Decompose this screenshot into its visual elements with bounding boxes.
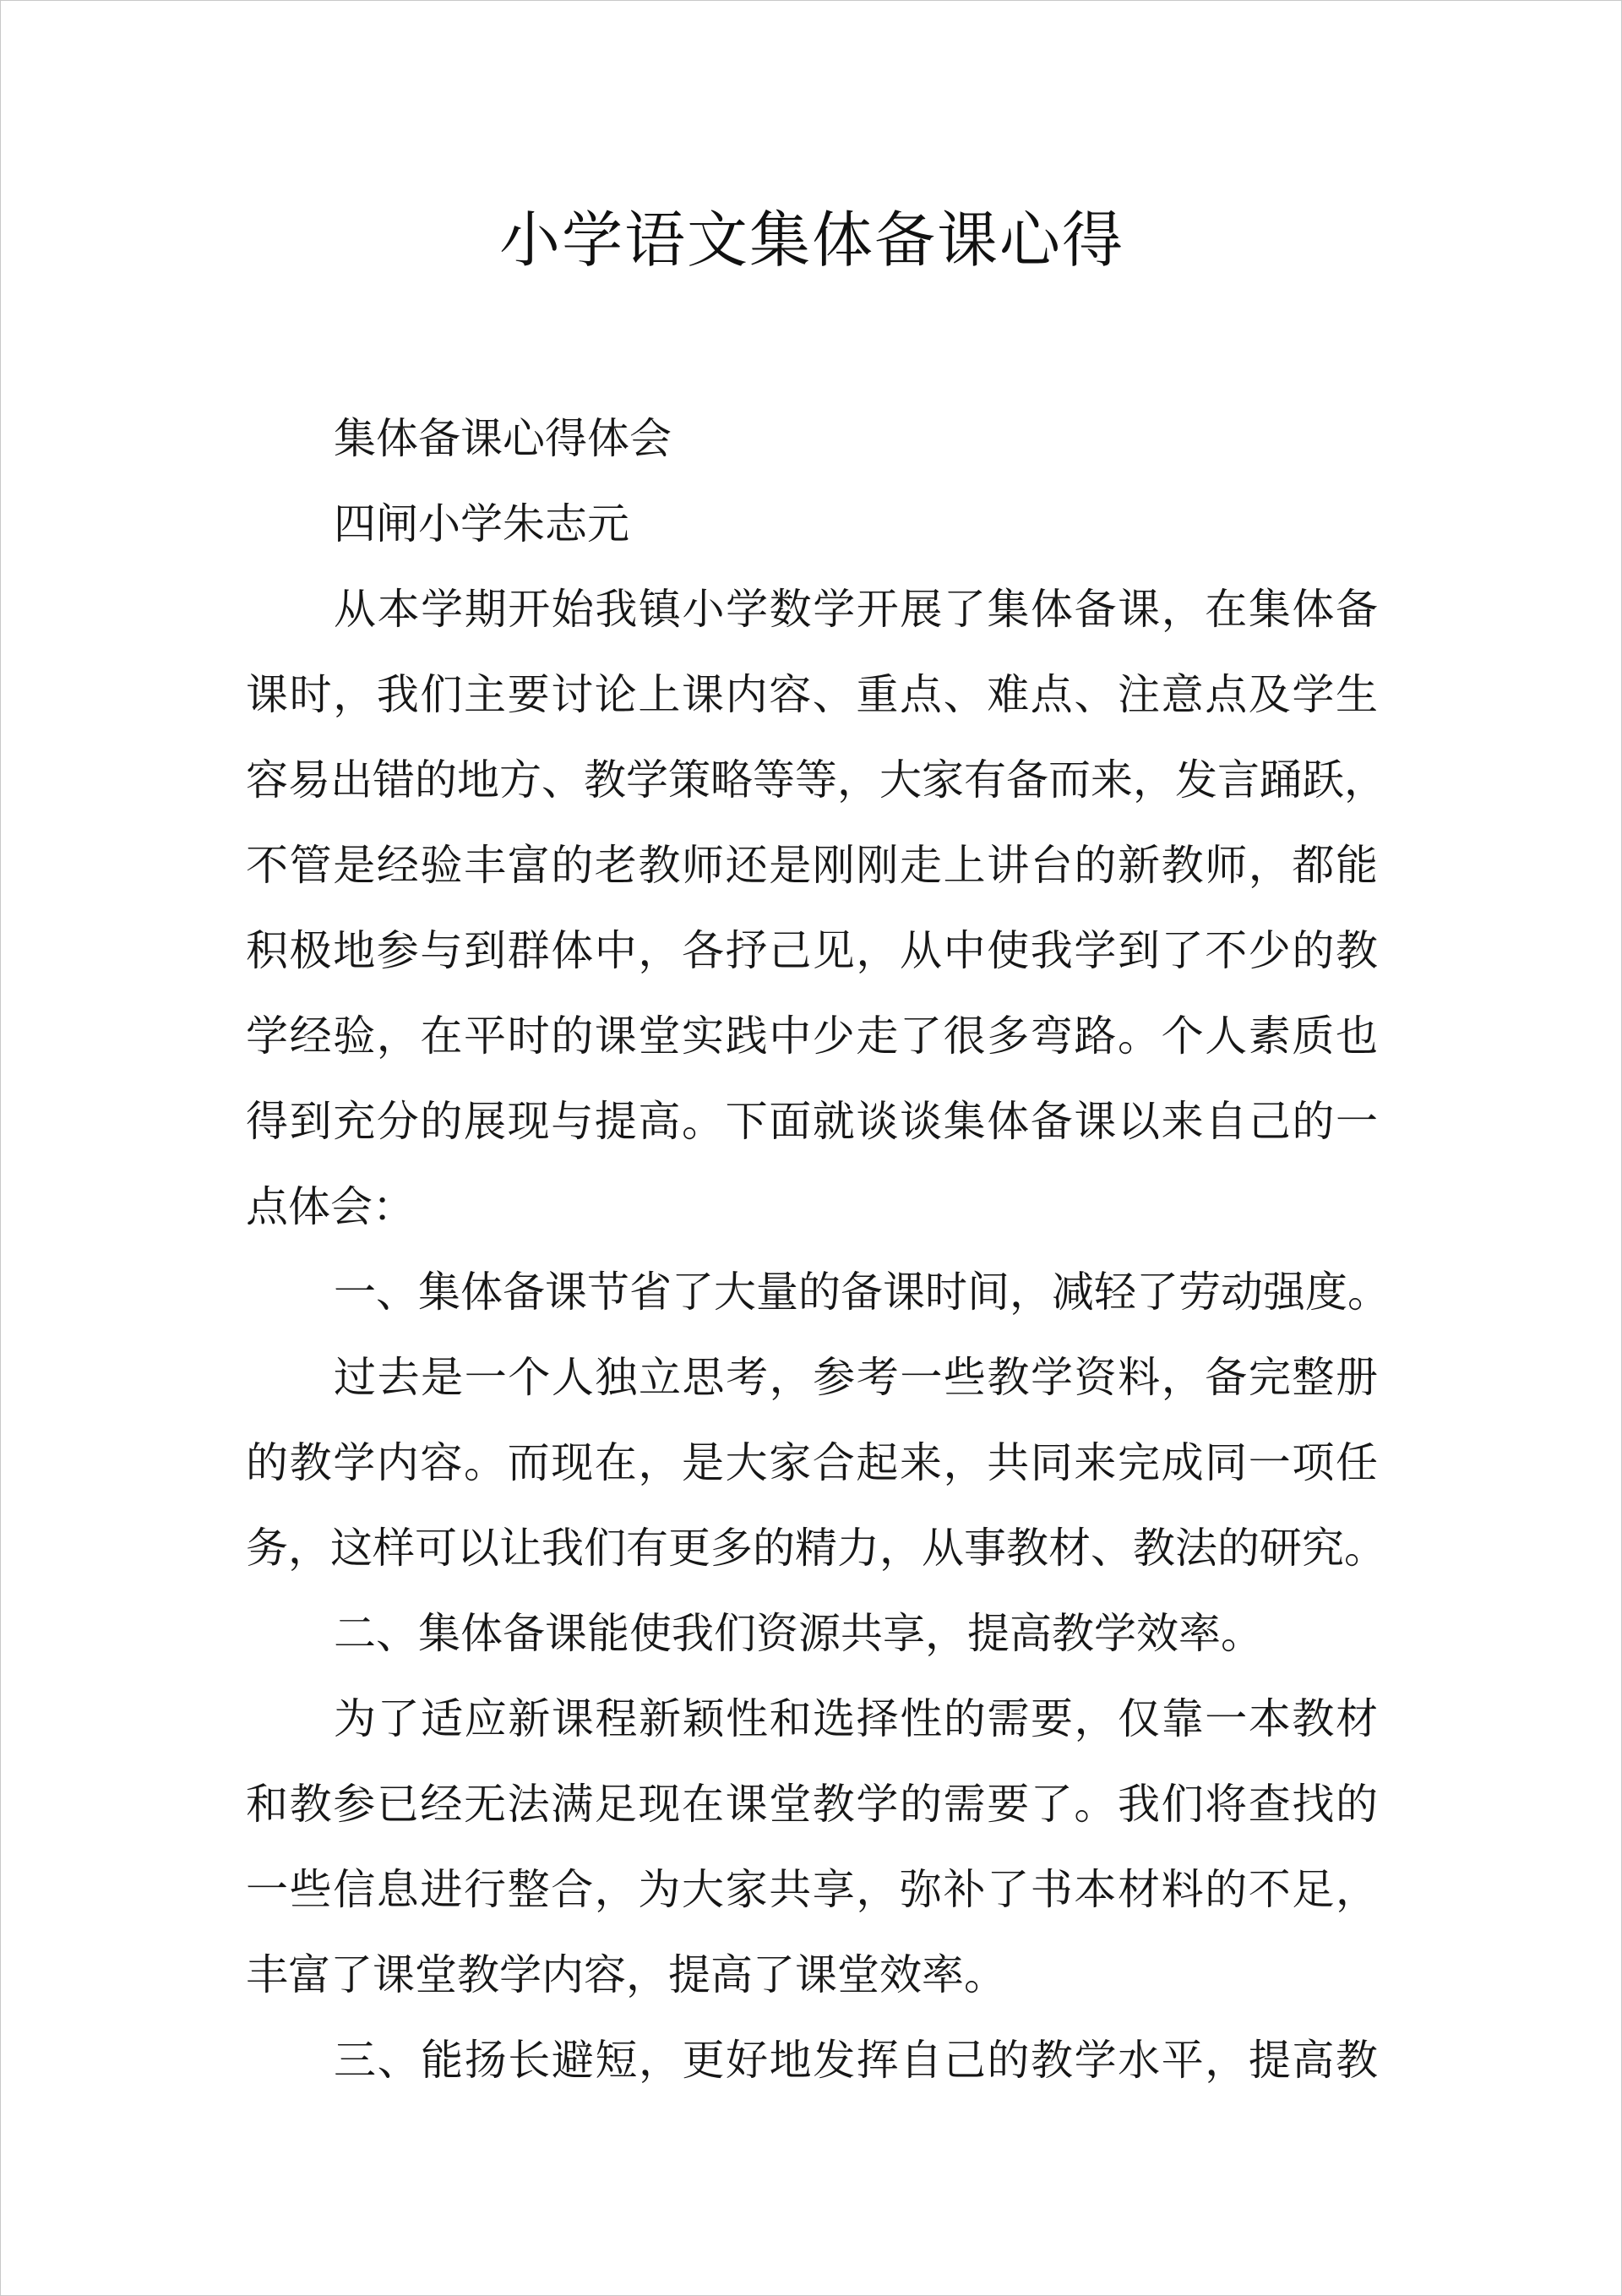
text-line: 和教参已经无法满足现在课堂教学的需要了。我们将查找的 (246, 1780, 1378, 1829)
text-line: 容易出错的地方、教学策略等等，大家有备而来，发言踊跃， (246, 755, 1386, 804)
text-line: 积极地参与到群体中，各抒己见，从中使我学到了不少的教 (246, 926, 1378, 975)
text-line: 过去是一个人独立思考，参考一些教学资料，备完整册 (334, 1353, 1378, 1402)
text-line: 不管是经验丰富的老教师还是刚刚走上讲台的新教师，都能 (246, 841, 1378, 890)
text-line: 务，这样可以让我们有更多的精力，从事教材、教法的研究。 (246, 1524, 1386, 1573)
document-body (246, 396, 1390, 2103)
text-line: 从本学期开始我镇小学数学开展了集体备课，在集体备 (334, 585, 1378, 634)
document-title: 小学语文集体备课心得 (498, 205, 1124, 275)
text-line: 二、集体备课能使我们资源共享，提高教学效率。 (334, 1609, 1263, 1658)
text-line: 一、集体备课节省了大量的备课时间，减轻了劳动强度。 (334, 1268, 1390, 1317)
text-line: 的教学内容。而现在，是大家合起来，共同来完成同一项任 (246, 1438, 1378, 1487)
text-line: 四闸小学朱志元 (334, 499, 629, 548)
text-line: 集体备课心得体会 (334, 414, 672, 463)
text-line: 为了适应新课程新颖性和选择性的需要，仅靠一本教材 (334, 1694, 1378, 1743)
text-line: 丰富了课堂教学内容，提高了课堂效率。 (246, 1950, 1006, 1999)
text-line: 一些信息进行整合，为大家共享，弥补了书本材料的不足， (246, 1865, 1378, 1914)
text-line: 学经验，在平时的课堂实践中少走了很多弯路。个人素质也 (246, 1012, 1378, 1061)
text-line: 得到充分的展现与提高。下面就谈谈集体备课以来自己的一 (246, 1097, 1378, 1146)
text-line: 三、能扬长避短，更好地发挥自己的教学水平，提高教 (334, 2036, 1378, 2085)
text-line: 课时，我们主要讨论上课内容、重点、难点、注意点及学生 (246, 670, 1378, 719)
text-line: 点体会： (246, 1182, 415, 1231)
